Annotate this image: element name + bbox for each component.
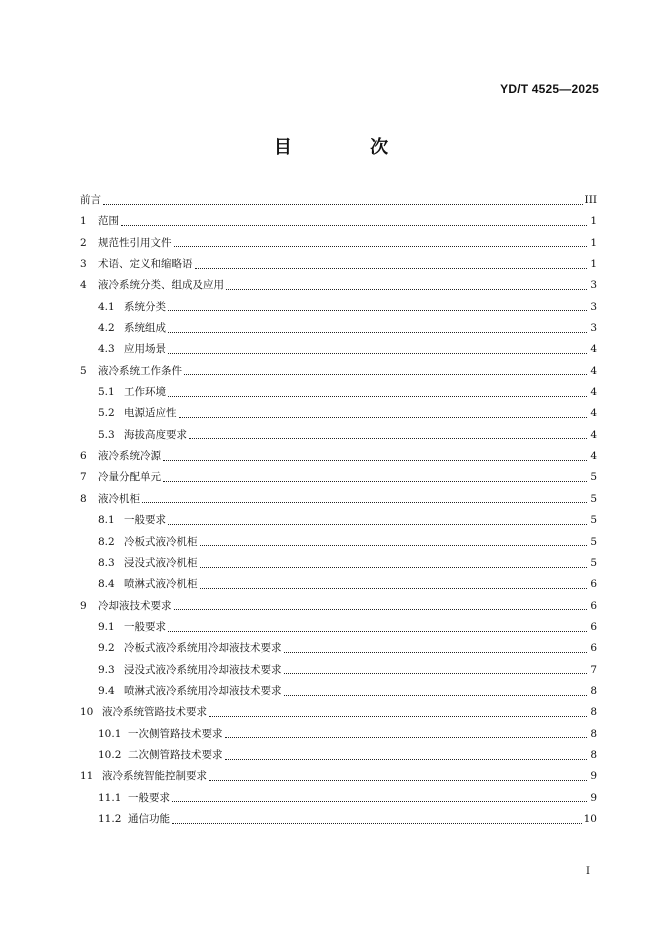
toc-leader-dots [163,480,587,482]
toc-entry-number: 9.3 [98,663,115,676]
toc-entry[interactable] [80,638,597,659]
toc-leader-dots [179,416,588,418]
toc-entry[interactable] [80,510,597,531]
toc-entry-label: 喷淋式液冷机柜 [124,578,198,591]
toc-entry-number: 11.2 [98,812,122,825]
toc-entry-number: 4.3 [98,343,115,356]
toc-entry-page: 4 [590,450,597,463]
toc-entry-number: 11.1 [98,791,122,804]
toc-entry-number: 11 [80,770,94,783]
page-number: I [586,866,590,877]
toc-entry-label: 范围 [98,215,119,228]
toc-entry-page: 3 [590,322,597,335]
toc-entry[interactable] [80,425,597,446]
toc-entry-label: 海拔高度要求 [124,428,187,441]
toc-entry-number: 5.2 [98,407,115,420]
toc-entry-label: 应用场景 [124,343,166,356]
toc-leader-dots [284,694,588,696]
toc-entry-page: 5 [590,492,597,505]
toc-entry-label: 规范性引用文件 [98,236,172,249]
toc-entry-label: 液冷系统分类、组成及应用 [98,279,224,292]
toc-entry-page: 1 [590,236,597,249]
toc-entry-page: 7 [590,663,597,676]
toc-leader-dots [103,203,583,205]
toc-entry-page: 8 [590,684,597,697]
toc-entry-label: 液冷系统冷源 [98,450,161,463]
toc-entry[interactable] [80,788,597,809]
toc-entry-number: 5.3 [98,428,115,441]
toc-entry-label: 液冷系统管路技术要求 [102,706,207,719]
toc-entry-label: 冷却液技术要求 [98,599,172,612]
toc-entry-page: 4 [590,428,597,441]
toc-entry-page: 6 [590,620,597,633]
toc-entry[interactable] [80,361,597,382]
toc-entry-number: 2 [80,236,87,249]
toc-leader-dots [142,501,587,503]
toc-entry-label: 冷板式液冷机柜 [124,535,198,548]
toc-entry-page: 9 [590,770,597,783]
toc-entry[interactable] [80,724,597,745]
toc-entry-label: 术语、定义和缩略语 [98,258,193,271]
toc-entry-page: 1 [590,258,597,271]
toc-entry-number: 3 [80,258,87,271]
toc-entry-label: 一般要求 [128,791,170,804]
toc-leader-dots [284,651,588,653]
toc-entry-page: 9 [590,791,597,804]
toc-entry[interactable] [80,403,597,424]
toc-leader-dots [174,245,588,247]
toc-entry[interactable] [80,467,597,488]
toc-entry[interactable] [80,318,597,339]
toc-entry-number: 1 [80,215,87,228]
toc-entry-number: 9 [80,599,87,612]
toc-entry-label: 二次侧管路技术要求 [128,748,223,761]
toc-entry-number: 9.2 [98,642,115,655]
toc-entry[interactable] [80,702,597,723]
toc-entry-page: 3 [590,300,597,313]
toc-leader-dots [168,331,587,333]
toc-leader-dots [226,288,587,290]
toc-entry[interactable] [80,553,597,574]
toc-leader-dots [225,758,588,760]
toc-leader-dots [200,587,588,589]
toc-entry-label: 液冷系统工作条件 [98,364,182,377]
toc-entry-label: 液冷机柜 [98,492,140,505]
toc-entry[interactable] [80,190,597,211]
toc-entry-number: 8 [80,492,87,505]
toc-entry-number: 5 [80,364,87,377]
toc-leader-dots [284,672,588,674]
toc-entry-page: 4 [590,343,597,356]
toc-entry-number: 8.4 [98,578,115,591]
toc-entry-page: 4 [590,386,597,399]
toc-entry-page: 3 [590,279,597,292]
toc-entry-number: 4 [80,279,87,292]
toc-entry-number: 10 [80,706,94,719]
toc-entry-page: 5 [590,514,597,527]
toc-entry-page: 8 [590,727,597,740]
toc-entry[interactable] [80,254,597,275]
toc-entry-label: 一般要求 [124,620,166,633]
toc-entry-label: 通信功能 [128,812,170,825]
toc-entry-number: 4.2 [98,322,115,335]
toc-leader-dots [209,715,587,717]
toc-entry-label: 前言 [80,194,101,206]
toc-entry[interactable] [80,745,597,766]
toc-leader-dots [163,459,587,461]
toc-entry[interactable] [80,339,597,360]
toc-entry-page: III [584,194,597,206]
toc-leader-dots [168,395,587,397]
toc-leader-dots [225,736,588,738]
toc-entry[interactable] [80,297,597,318]
toc-entry-label: 液冷系统智能控制要求 [102,770,207,783]
toc-entry-number: 8.3 [98,556,115,569]
toc-entry-page: 4 [590,364,597,377]
toc-entry-number: 8.2 [98,535,115,548]
toc-entry-label: 喷淋式液冷系统用冷却液技术要求 [124,684,282,697]
toc-entry[interactable] [80,681,597,702]
toc-entry-label: 工作环境 [124,386,166,399]
toc-entry-page: 6 [590,642,597,655]
toc-entry-label: 一般要求 [124,514,166,527]
toc-leader-dots [168,352,587,354]
toc-entry[interactable] [80,446,597,467]
toc-entry-page: 6 [590,578,597,591]
toc-entry[interactable] [80,809,597,830]
toc-leader-dots [209,779,587,781]
toc-entry[interactable] [80,596,597,617]
toc-entry-number: 10.1 [98,727,122,740]
toc-entry[interactable] [80,532,597,553]
toc-entry-label: 冷量分配单元 [98,471,161,484]
toc-entry-number: 7 [80,471,87,484]
toc-leader-dots [172,800,587,802]
toc-entry-label: 系统分类 [124,300,166,313]
toc-leader-dots [200,566,588,568]
toc-entry[interactable] [80,617,597,638]
toc-entry-number: 9.4 [98,684,115,697]
toc-leader-dots [189,437,587,439]
toc-entry-page: 8 [590,706,597,719]
page-title: 目 次 [273,137,425,158]
toc-leader-dots [200,544,588,546]
toc-entry-label: 浸没式液冷系统用冷却液技术要求 [124,663,282,676]
toc-entry[interactable] [80,766,597,787]
toc-entry-page: 10 [583,812,597,825]
document-code: YD/T 4525—2025 [500,82,599,96]
toc-entry-page: 4 [590,407,597,420]
toc-entry[interactable] [80,275,597,296]
table-of-contents [80,190,597,830]
toc-entry-number: 9.1 [98,620,115,633]
toc-entry[interactable] [80,211,597,232]
toc-entry[interactable] [80,660,597,681]
toc-entry[interactable] [80,382,597,403]
toc-leader-dots [172,822,582,824]
toc-entry-label: 系统组成 [124,322,166,335]
toc-entry-number: 10.2 [98,748,122,761]
toc-entry[interactable] [80,574,597,595]
toc-leader-dots [168,523,587,525]
toc-leader-dots [121,224,587,226]
toc-entry[interactable] [80,489,597,510]
toc-leader-dots [184,373,587,375]
toc-entry-page: 5 [590,556,597,569]
toc-leader-dots [195,267,588,269]
toc-entry-page: 6 [590,599,597,612]
toc-entry-page: 1 [590,215,597,228]
toc-entry[interactable] [80,233,597,254]
toc-leader-dots [174,608,588,610]
toc-leader-dots [168,309,587,311]
toc-entry-page: 5 [590,471,597,484]
toc-entry-label: 一次侧管路技术要求 [128,727,223,740]
toc-leader-dots [168,630,587,632]
toc-entry-label: 浸没式液冷机柜 [124,556,198,569]
toc-entry-number: 4.1 [98,300,115,313]
toc-entry-page: 5 [590,535,597,548]
toc-entry-number: 8.1 [98,514,115,527]
toc-entry-label: 冷板式液冷系统用冷却液技术要求 [124,642,282,655]
toc-entry-number: 5.1 [98,386,115,399]
toc-entry-label: 电源适应性 [124,407,177,420]
toc-entry-number: 6 [80,450,87,463]
toc-entry-page: 8 [590,748,597,761]
